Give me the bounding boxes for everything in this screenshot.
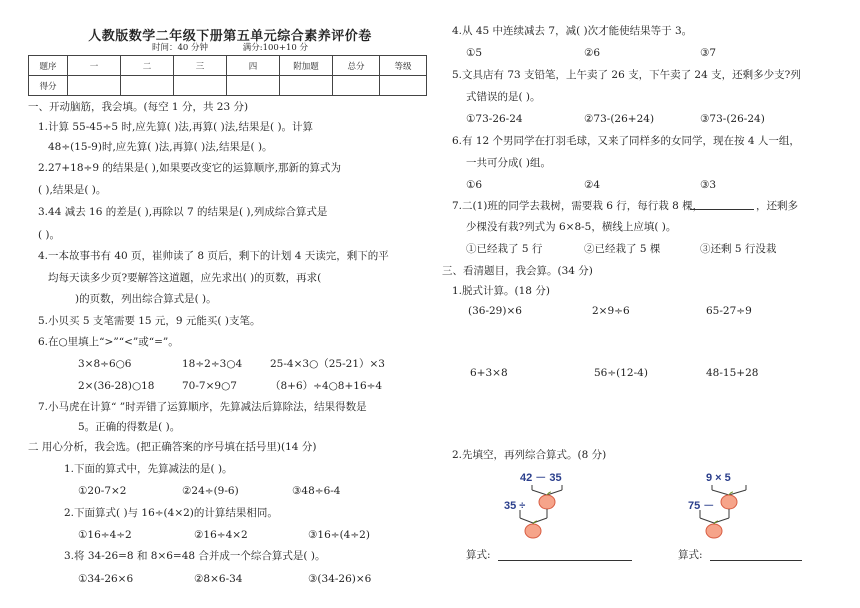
score-input-cell[interactable] [380, 76, 427, 96]
question-text: 6.在○里填上“>”“<”或“=”。 [38, 336, 179, 348]
compare-item: 2×(36-28)○18 [78, 380, 155, 392]
option: ①73-26-24 [466, 113, 523, 125]
question-text: 4.从 45 中连续减去 7，减( )次才能使结果等于 3。 [452, 25, 693, 37]
option: ③48÷6-4 [292, 485, 341, 497]
option: ③(34-26)×6 [308, 573, 372, 585]
question-text: 少棵没有栽?列式为 6×8-5，横线上应填( )。 [466, 221, 677, 233]
calc-item: (36-29)×6 [468, 305, 522, 317]
score-input-cell[interactable] [227, 76, 280, 96]
score-input-cell[interactable] [333, 76, 380, 96]
option: ②73-(26+24) [584, 113, 655, 125]
expression-mid: 75 － [688, 500, 715, 512]
score-input-cell[interactable] [174, 76, 227, 96]
full-score: 满分:100+10 分 [242, 43, 308, 53]
tree-diagram-a [490, 470, 600, 540]
compare-item: 18÷2÷3○4 [182, 358, 243, 370]
question-text: 5.小贝买 5 支笔需要 15 元，9 元能买( )支笔。 [38, 315, 261, 327]
option: ①5 [466, 47, 483, 59]
compare-item: （8+6）÷4○8+16÷4 [270, 380, 383, 392]
calc-item: 2×9÷6 [592, 305, 630, 317]
section-2-heading: 二 用心分析，我会选。(把正确答案的序号填在括号里)(14 分) [28, 441, 317, 453]
calc-item: 48-15+28 [706, 367, 759, 379]
question-text: 1.脱式计算。(18 分) [452, 285, 550, 297]
apple-icon [721, 495, 737, 509]
question-text: )的页数，列出综合算式是( )。 [75, 293, 217, 305]
table-cell: 题序 [29, 56, 68, 76]
option: ①20-7×2 [78, 485, 127, 497]
option: ①6 [466, 179, 483, 191]
score-input-cell[interactable] [68, 76, 121, 96]
score-input-cell[interactable] [280, 76, 333, 96]
question-text: 1.下面的算式中，先算减法的是( )。 [64, 463, 233, 475]
apple-icon [539, 495, 555, 509]
option: ①已经栽了 5 行 [466, 243, 543, 255]
page-title: 人教版数学二年级下册第五单元综合素养评价卷 [88, 29, 372, 44]
calc-item: 6+3×8 [470, 367, 508, 379]
exam-meta [60, 41, 400, 53]
answer-line[interactable] [690, 209, 754, 210]
question-text: 2.27+18÷9 的结果是( ),如果要改变它的运算顺序,那新的算式为 [38, 162, 342, 174]
question-text: 2.先填空，再列综合算式。(8 分) [452, 449, 607, 461]
question-text: 3.将 34-26=8 和 8×6=48 合并成一个综合算式是( )。 [64, 550, 326, 562]
formula-answer-line-b[interactable] [710, 560, 802, 561]
compare-item: 3×8÷6○6 [78, 358, 132, 370]
option: ①34-26×6 [78, 573, 134, 585]
table-cell: 二 [121, 56, 174, 76]
option: ③7 [700, 47, 717, 59]
option: ②4 [584, 179, 601, 191]
expression-mid: 35 ÷ [504, 500, 526, 512]
table-cell: 得分 [29, 76, 68, 96]
table-cell: 附加题 [280, 56, 333, 76]
calc-item: 65-27÷9 [706, 305, 752, 317]
option: ②6 [584, 47, 601, 59]
score-input-cell[interactable] [121, 76, 174, 96]
option: ②16÷4×2 [194, 529, 248, 541]
question-text: 5.文具店有 73 支铅笔，上午卖了 26 支，下午卖了 24 支，还剩多少支?列 [452, 69, 801, 81]
table-cell: 等级 [380, 56, 427, 76]
question-text: 4.一本故事书有 40 页，崔帅读了 8 页后，剩下的计划 4 天读完，剩下的平 [38, 250, 389, 262]
apple-icon [706, 524, 722, 538]
section-3-heading: 三、看清题目，我会算。(34 分) [442, 265, 593, 277]
expression-top: 9 × 5 [706, 472, 731, 484]
apple-icon [525, 524, 541, 538]
time-limit: 时间：40 分钟 [152, 43, 209, 53]
option: ③还剩 5 行没栽 [700, 243, 777, 255]
compare-item: 70-7×9○7 [182, 380, 237, 392]
section-1-heading: 一、开动脑筋，我会填。(每空 1 分，共 23 分) [28, 101, 249, 113]
question-text: 2.下面算式( )与 16÷(4×2)的计算结果相同。 [64, 507, 278, 519]
calc-item: 56÷(12-4) [594, 367, 648, 379]
table-cell: 四 [227, 56, 280, 76]
option: ②24÷(9-6) [182, 485, 239, 497]
option: ②8×6-34 [194, 573, 243, 585]
table-cell: 一 [68, 56, 121, 76]
option: ①16÷4÷2 [78, 529, 132, 541]
question-text: 均每天读多少页?要解答这道题，应先求出( )的页数，再求( [48, 272, 322, 284]
option: ③73-(26-24) [700, 113, 765, 125]
expression-top: 42 － 35 [520, 472, 562, 484]
question-text: 7.二(1)班的同学去栽树，需要栽 6 行，每行栽 8 棵， [452, 200, 704, 212]
question-text: 7.小马虎在计算“ ”时弄错了运算顺序，先算减法后算除法，结果得数是 [38, 401, 367, 413]
option: ③16÷(4÷2) [308, 529, 370, 541]
question-text: ( ),结果是( )。 [38, 184, 107, 196]
formula-label-b: 算式: [678, 549, 703, 561]
question-text: 3.44 减去 16 的差是( ),再除以 7 的结果是( ),列成综合算式是 [38, 206, 328, 218]
question-text: ，还剩多 [756, 200, 798, 212]
question-text: 48÷(15-9)时,应先算( )法,再算( )法,结果是( )。 [48, 141, 273, 153]
formula-label-a: 算式: [466, 549, 491, 561]
option: ②已经栽了 5 棵 [584, 243, 661, 255]
table-cell: 三 [174, 56, 227, 76]
option: ③3 [700, 179, 717, 191]
tree-diagram-b [676, 470, 786, 540]
score-table-header [29, 56, 427, 76]
question-text: 5。正确的得数是( )。 [78, 421, 181, 433]
question-text: 式错误的是( )。 [466, 91, 541, 103]
formula-answer-line-a[interactable] [498, 560, 632, 561]
score-table [28, 55, 427, 96]
compare-item: 25-4×3○（25-21）×3 [270, 358, 385, 370]
table-cell: 总分 [333, 56, 380, 76]
question-text: ( )。 [38, 229, 61, 241]
question-text: 6.有 12 个男同学在打羽毛球，又来了同样多的女同学，现在按 4 人一组， [452, 135, 800, 147]
question-text: 一共可分成( )组。 [466, 157, 552, 169]
question-text: 1.计算 55-45÷5 时,应先算( )法,再算( )法,结果是( )。计算 [38, 121, 314, 133]
score-table-row [29, 76, 427, 96]
